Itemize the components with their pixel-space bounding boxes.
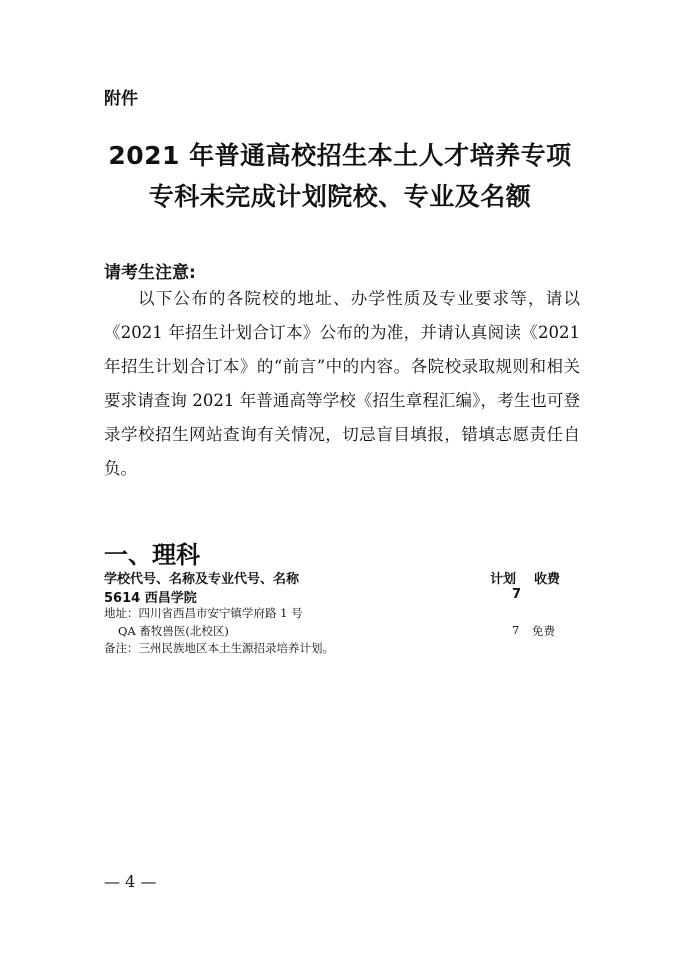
- major-plan: 7: [512, 623, 520, 637]
- table-note: 备注：三州民族地区本土生源招录培养计划。: [104, 641, 334, 655]
- major-name: QA 畜牧兽医(北校区): [118, 624, 229, 638]
- document-title-line-1: 2021 年普通高校招生本土人才培养专项: [108, 141, 572, 170]
- document-title-line-2: 专科未完成计划院校、专业及名额: [148, 182, 532, 211]
- section-title: 一、理科: [104, 541, 200, 569]
- school-name: 5614 西昌学院: [104, 591, 197, 606]
- school-row: [104, 587, 584, 606]
- notice-heading: 请考生注意:: [104, 263, 196, 283]
- notice-paragraph: 以下公布的各院校的地址、办学性质及专业要求等，请以《2021 年招生计划合订本》公布的为准，并请认真阅读《2021 年招生计划合订本》的“前言”中的内容。各院校录取规则和相关要求请查询 2021 年普通高等学校《招生章程汇编》，考生也可登录学校招生网站查询有关情况，切忌盲目填报，错填志愿责任自负。: [104, 289, 580, 478]
- header-plan-label: 计划: [490, 572, 517, 587]
- school-address: 地址：四川省西昌市安宁镇学府路 1 号: [104, 606, 303, 620]
- header-fee-label: 收费: [534, 572, 561, 587]
- page-number: — 4 —: [104, 872, 157, 891]
- header-school-label: 学校代号、名称及专业代号、名称: [104, 572, 300, 587]
- major-fee: 免费: [532, 624, 555, 638]
- table-header: [104, 568, 584, 587]
- school-plan: 7: [512, 587, 522, 602]
- attachment-label: 附件: [104, 89, 138, 109]
